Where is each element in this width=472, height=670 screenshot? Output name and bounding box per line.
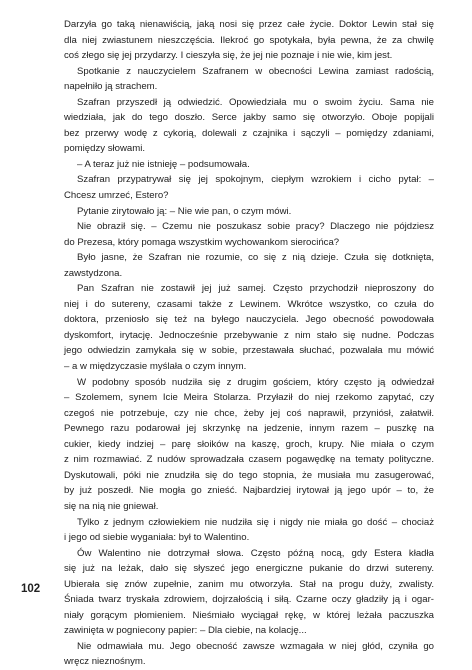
text-line: Dyskutowali, póki nie znudziła się do tego stopnia, że musiała mu zasugerować, bbox=[64, 469, 434, 481]
text-line: zawstydzona. bbox=[64, 267, 123, 279]
text-line: Pytanie zirytowało ją: – Nie wie pan, o czym mówi. bbox=[77, 205, 292, 217]
text-line: by już poszedł. Nie mogła go znieść. Najbardziej irytował ją jego upór – to, że bbox=[64, 485, 434, 497]
text-line: Chcesz umrzeć, Estero? bbox=[64, 190, 169, 202]
body-text bbox=[64, 17, 434, 670]
text-line: Nie obraził się. – Czemu nie poszukasz sobie pracy? Dlaczego nie pójdziesz bbox=[77, 221, 434, 233]
text-line: Szafran przypatrywał się jej spokojnym, ciepłym wzrokiem i cicho pytał: – bbox=[77, 174, 434, 186]
text-line: zawinięta w pogniecony papier: – Dla ciebie, na kolację... bbox=[64, 625, 307, 637]
text-line: Nie odmawiała mu. Jego obecność zawsze wzmagała w niej głód, czyniła go bbox=[77, 640, 434, 652]
text-line: Było jasne, że Szafran nie rozumie, co się z nią dzieje. Czuła się dotknięta, bbox=[77, 252, 434, 264]
text-line: Szafran przyszedł ją odwiedzić. Opowiedziała mu o swoim życiu. Sama nie bbox=[77, 96, 434, 108]
text-line: niej i do sutereny, czasami także z Lewinem. Wkrótce wszystko, co czuła do bbox=[64, 298, 434, 310]
text-line: do Prezesa, który pomaga wszystkim wychowankom sierocińca? bbox=[64, 236, 340, 248]
text-line: Pan Szafran nie zostawił jej już samej. Często przychodził nieproszony do bbox=[77, 283, 434, 295]
text-line: Ów Walentino nie dotrzymał słowa. Często późną nocą, gdy Estera kładła bbox=[77, 547, 434, 559]
text-line: Darzyła go taką nienawiścią, jaką nosi się przez całe życie. Doktor Lewin stał się bbox=[64, 19, 434, 30]
text-line: się już na leżak, dało się słyszeć jego energiczne pukanie do drzwi sutereny. bbox=[64, 563, 434, 575]
text-line: – a w międzyczasie myślała o czym innym. bbox=[64, 361, 247, 373]
text-line: Pewnego razu podarował jej skrzynkę na jedzenie, innym razem – puszkę na bbox=[64, 423, 434, 435]
text-line: Spotkanie z nauczycielem Szafranem w obecności Lewina zamiast radością, bbox=[77, 65, 434, 77]
text-line: z nim rozmawiać. Z nudów sprowadzała czasem pogawędkę na tematy polityczne. bbox=[64, 454, 434, 466]
text-line: – Szolemem, synem Icie Meira Stolarza. Przyłaził do niej rzekomo zapytać, czy bbox=[64, 392, 434, 404]
text-line: dla niej zwiastunem nieszczęścia. Ilekroć go spotykała, była pewna, że za chwilę bbox=[64, 34, 434, 46]
text-line: dyskomfort, irytację. Jednocześnie przebywanie z nim stało się nudne. Podczas bbox=[64, 329, 434, 341]
text-line: napełniło ją strachem. bbox=[64, 81, 158, 93]
text-line: W podobny sposób nudziła się z drugim gościem, który często ją odwiedzał bbox=[77, 376, 434, 388]
text-line: wiedziała, jak do tego doszło. Serce jakby samo się otworzyło. Oboje popijali bbox=[64, 112, 434, 124]
text-line: i jego od siebie wyganiała: był to Walentino. bbox=[64, 532, 250, 544]
text-line: wręcz nieznośnym. bbox=[64, 656, 146, 668]
text-line: bez przerwy wodę z cykorią, dolewali z czajnika i sączyli – pomiędzy zdaniami, bbox=[64, 127, 434, 139]
text-line: cukier, kiedy indziej – parę słoików na kaszę, groch, krupy. Nie miała o czym bbox=[64, 438, 434, 450]
text-line: jego odwiedzin zamykała się w sobie, przestawała słuchać, pozwalała mu mówić bbox=[64, 345, 434, 357]
text-line: Tylko z jednym człowiekiem nie nudziła się i nigdy nie miała go dość – chociaż bbox=[77, 516, 434, 528]
text-line: – A teraz już nie istnieję – podsumowała. bbox=[77, 158, 250, 170]
text-line: doktora, przeniosło się też na byłego nauczyciela. Jego obecność powodowała bbox=[64, 314, 434, 326]
text-line: niały gorącym płomieniem. Nieśmiało wyciągał rękę, w której leżała paczuszka bbox=[64, 609, 434, 621]
text-line: Śniada twarz tryskała zdrowiem, dojrzałością i siłą. Czarne oczy gładziły ją i ogar- bbox=[64, 594, 434, 606]
page-number: 102 bbox=[21, 583, 41, 595]
text-line: czegoś nie potrzebuje, czy nie chce, żeby jej coś naprawił, przyniósł, załatwił. bbox=[64, 407, 434, 419]
text-line: coś złego się jej przydarzy. I cieszyła się, że jej nie poznaje i nie wie, kim jest. bbox=[64, 50, 393, 62]
text-line: Ubierała się znów zupełnie, zanim mu otworzyła. Stał na progu duży, zwalisty. bbox=[64, 578, 434, 590]
text-line: się na nią nie gniewał. bbox=[64, 500, 159, 512]
text-line: pomiędzy słowami. bbox=[64, 143, 146, 155]
